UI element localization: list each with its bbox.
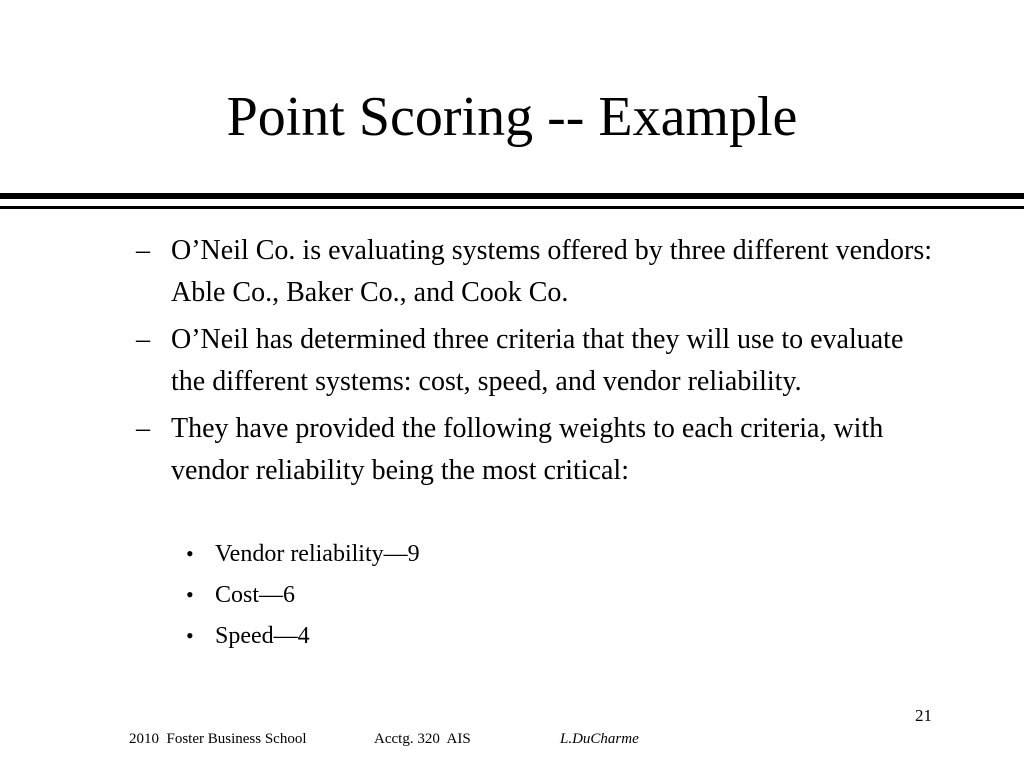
slide-number: 21: [915, 706, 932, 725]
footer-school: 2010 Foster Business School: [129, 731, 307, 747]
dash-marker: –: [136, 413, 150, 444]
bullet-dot-icon: •: [186, 623, 194, 648]
bullet-item: [136, 408, 936, 492]
dash-marker: –: [136, 324, 150, 355]
bullet-dot-icon: •: [186, 541, 194, 566]
bullet-list: [136, 230, 936, 497]
weight-text: Speed—4: [215, 623, 310, 649]
weight-item-speed: [186, 619, 420, 653]
bullet-dot-icon: •: [186, 582, 194, 607]
bullet-text: O’Neil Co. is evaluating systems offered by three different vendors: Able Co., Baker Co., and Cook Co.: [171, 235, 932, 308]
title-divider-thick: [0, 193, 1024, 199]
dash-marker: –: [136, 235, 150, 266]
bullet-text: O’Neil has determined three criteria that they will use to evaluate the different systems: cost, speed, and vendor reliability.: [171, 324, 904, 397]
bullet-item: [136, 319, 936, 403]
footer-author: L.DuCharme: [560, 731, 639, 747]
slide-title: Point Scoring -- Example: [226, 86, 798, 148]
weight-item-vendor-reliability: [186, 537, 420, 571]
title-divider-thin: [0, 206, 1024, 209]
footer-course: Acctg. 320 AIS: [374, 731, 471, 747]
weight-text: Vendor reliability—9: [215, 541, 420, 567]
weight-item-cost: [186, 578, 420, 612]
weights-list: [186, 537, 420, 660]
bullet-item: [136, 230, 936, 314]
bullet-text: They have provided the following weights to each criteria, with vendor reliability being the most critical:: [171, 413, 884, 486]
weight-text: Cost—6: [215, 582, 296, 608]
